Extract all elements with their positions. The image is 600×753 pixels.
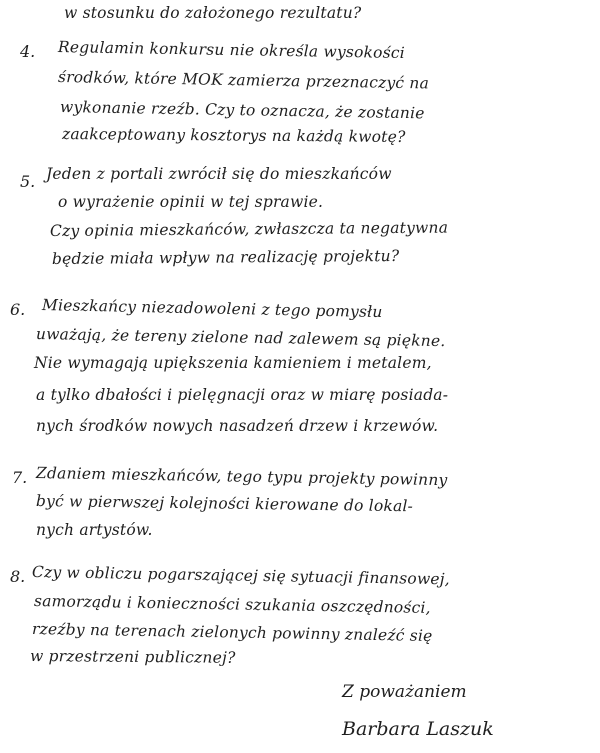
letter-line: Mieszkańcy niezadowoleni z tego pomysłu — [41, 296, 383, 322]
letter-line: uważają, że tereny zielone nad zalewem są piękne. — [35, 325, 446, 351]
letter-line: nych artystów. — [36, 521, 153, 539]
letter-line: Czy w obliczu pogarszającej się sytuacji finansowej, — [31, 563, 451, 589]
letter-line: Zdaniem mieszkańców, tego typu projekty powinny — [35, 464, 448, 490]
letter-line: być w pierwszej kolejności kierowane do lokal- — [35, 492, 414, 516]
letter-line: samorządu i konieczności szukania oszczędności, — [33, 592, 431, 617]
letter-line: Jeden z portali zwrócił się do mieszkańców — [46, 165, 392, 183]
letter-line: Regulamin konkursu nie określa wysokości — [57, 38, 406, 63]
letter-line: Nie wymagają upiększenia kamieniem i metalem, — [34, 354, 432, 372]
letter-line: zaakceptowany kosztorys na każdą kwotę? — [61, 125, 406, 146]
closing-text: Z poważaniem — [342, 682, 467, 702]
letter-line: o wyrażenie opinii w tej sprawie. — [58, 193, 324, 211]
letter-line: Czy opinia mieszkańców, zwłaszcza ta negatywna — [49, 218, 449, 240]
letter-line: rzeźby na terenach zielonych powinny znaleźć się — [31, 620, 433, 645]
letter-line: wykonanie rzeźb. Czy to oznacza, że zostanie — [59, 98, 425, 123]
item-number: 8. — [10, 567, 26, 586]
letter-line: w stosunku do założonego rezultatu? — [64, 4, 362, 22]
letter-line: a tylko dbałości i pielęgnacji oraz w miarę posiada- — [36, 386, 449, 404]
item-number: 6. — [10, 300, 26, 319]
signature-name: Barbara Laszuk — [342, 718, 494, 740]
letter-line: w przestrzeni publicznej? — [29, 647, 236, 667]
letter-line: nych środków nowych nasadzeń drzew i krzewów. — [36, 417, 439, 435]
letter-line: będzie miała wpływ na realizację projektu? — [51, 246, 400, 268]
letter-line: środków, które MOK zamierza przeznaczyć na — [57, 68, 430, 93]
item-number: 5. — [20, 172, 36, 191]
item-number: 4. — [20, 42, 36, 61]
item-number: 7. — [12, 468, 28, 487]
